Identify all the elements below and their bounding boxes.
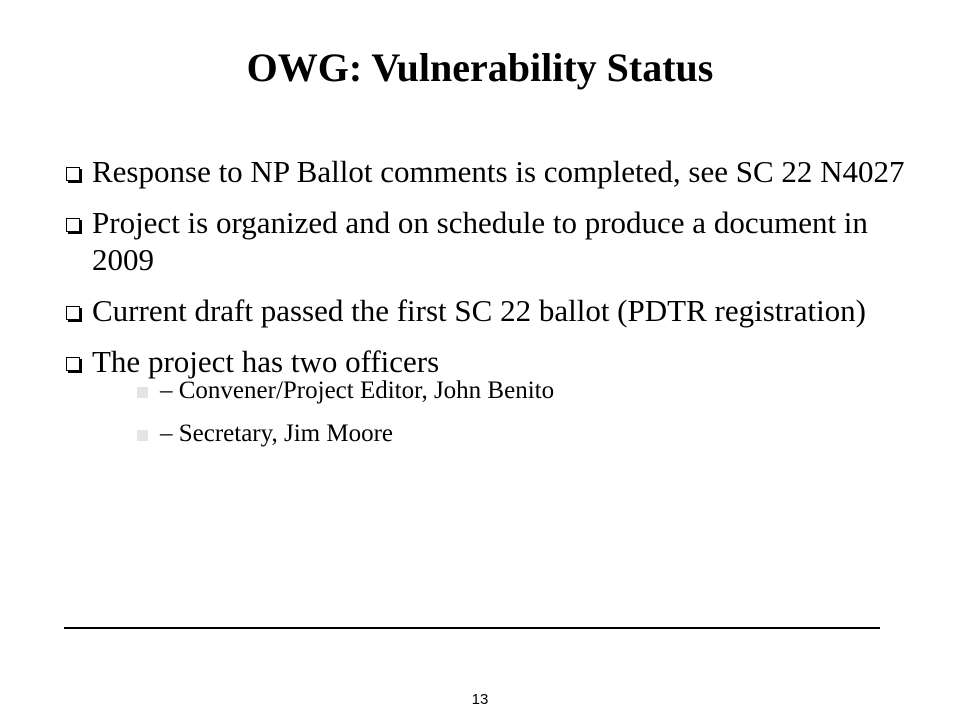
sub-bullet-list (92, 376, 912, 449)
square-bullet-icon (137, 387, 148, 398)
bullet-text: The project has two officers (92, 344, 440, 379)
sub-bullet-item (92, 376, 912, 406)
bullet-text: Response to NP Ballot comments is completed, see SC 22 N4027 (92, 154, 905, 189)
bullet-item (62, 204, 912, 278)
page-number: 13 (471, 691, 489, 708)
checkbox-bullet-icon (66, 306, 80, 320)
bullet-text: Project is organized and on schedule to produce a document in 2009 (92, 205, 868, 277)
sub-bullet-item (92, 419, 912, 449)
bullet-item (62, 343, 912, 449)
footer-divider (64, 627, 880, 629)
square-bullet-icon (137, 430, 148, 441)
checkbox-bullet-icon (66, 357, 80, 371)
sub-bullet-text: – Convener/Project Editor, John Benito (160, 377, 555, 404)
bullet-item (62, 153, 912, 190)
bullet-list (62, 153, 912, 463)
checkbox-bullet-icon (66, 167, 80, 181)
bullet-text: Current draft passed the first SC 22 ballot (PDTR registration) (92, 293, 867, 328)
checkbox-bullet-icon (66, 218, 80, 232)
slide-title: OWG: Vulnerability Status (246, 45, 714, 90)
bullet-item (62, 292, 912, 329)
sub-bullet-text: – Secretary, Jim Moore (160, 420, 394, 447)
